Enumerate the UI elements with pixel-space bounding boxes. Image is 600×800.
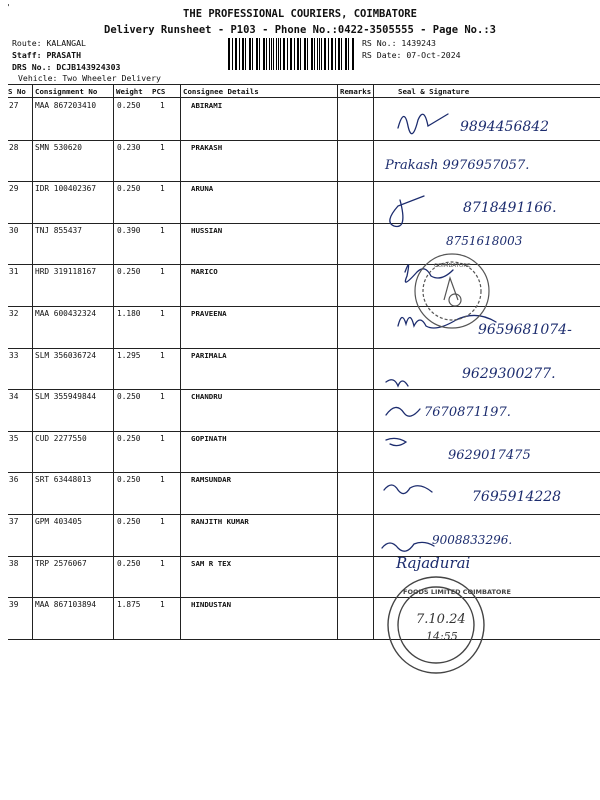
row-sno: 38 (9, 559, 19, 568)
route-label: Route: KALANGAL (12, 38, 86, 48)
runsheet-title: Delivery Runsheet - P103 - Phone No.:0422-3505555 - Page No.:3 (104, 24, 496, 36)
col-divider (113, 85, 114, 639)
row-consignee: PARIMALA (191, 351, 227, 360)
row-divider (8, 264, 600, 265)
row-weight: 0.250 (117, 475, 141, 484)
row-weight: 1.180 (117, 309, 141, 318)
row-weight: 0.250 (117, 392, 141, 401)
row-divider (8, 514, 600, 515)
row-pcs: 1 (160, 101, 165, 110)
col-divider (32, 85, 33, 639)
row-sno: 37 (9, 517, 19, 526)
row-weight: 0.250 (117, 184, 141, 193)
header-bottom-rule (8, 97, 600, 98)
row-sno: 30 (9, 226, 19, 235)
barcode-bar (317, 38, 318, 70)
dated-stamp-text: FOODS LIMITED COIMBATORE (403, 588, 511, 596)
row-sno: 29 (9, 184, 19, 193)
row-consignee: CHANDRU (191, 392, 223, 401)
barcode-bar (276, 38, 277, 70)
row-pcs: 1 (160, 392, 165, 401)
row-weight: 0.250 (117, 559, 141, 568)
row-consignment-no: SMN 530620 (35, 143, 82, 152)
signature-phone: 7695914228 (472, 489, 562, 505)
row-pcs: 1 (160, 267, 165, 276)
row-consignment-no: MAA 867203410 (35, 101, 97, 110)
rs-date: RS Date: 07-Oct-2024 (362, 50, 461, 60)
row-divider (8, 556, 600, 557)
table-top-rule (8, 84, 600, 85)
row-consignment-no: GPM 403405 (35, 517, 82, 526)
row-pcs: 1 (160, 226, 165, 235)
row-consignment-no: HRD 319118167 (35, 267, 97, 276)
row-sno: 31 (9, 267, 19, 276)
row-consignee: MARICO (191, 267, 218, 276)
dated-stamp-time: 14:55 (426, 630, 458, 643)
row-pcs: 1 (160, 600, 165, 609)
row-pcs: 1 (160, 184, 165, 193)
row-consignee: ABIRAMI (191, 101, 223, 110)
row-pcs: 1 (160, 434, 165, 443)
barcode-bar (252, 38, 253, 70)
row-weight: 0.250 (117, 517, 141, 526)
rs-number: RS No.: 1439243 (362, 38, 436, 48)
signature-phone: 8718491166. (463, 200, 557, 216)
dated-stamp-date: 7.10.24 (416, 612, 466, 627)
row-weight: 0.390 (117, 226, 141, 235)
row-pcs: 1 (160, 475, 165, 484)
signature-name: Rajadurai (396, 554, 471, 572)
row-sno: 35 (9, 434, 19, 443)
row-pcs: 1 (160, 559, 165, 568)
row-pcs: 1 (160, 351, 165, 360)
row-consignment-no: TRP 2576067 (35, 559, 87, 568)
signature-scribble (398, 114, 448, 134)
row-divider (8, 223, 600, 224)
row-divider (8, 348, 600, 349)
col-divider (337, 85, 338, 639)
signature-phone: 7670871197. (424, 405, 511, 420)
staff-label: Staff: PRASATH (12, 50, 82, 60)
barcode-bar (236, 38, 237, 70)
row-sno: 34 (9, 392, 19, 401)
signature-scribble (386, 438, 406, 445)
signature-scribble (382, 542, 434, 551)
row-consignee: SAM R TEX (191, 559, 232, 568)
row-consignee: RANJITH KUMAR (191, 517, 249, 526)
row-weight: 0.250 (117, 267, 141, 276)
row-divider (8, 431, 600, 432)
row-sno: 27 (9, 101, 19, 110)
signature-scribble (386, 380, 408, 386)
row-pcs: 1 (160, 517, 165, 526)
row-weight: 0.250 (117, 101, 141, 110)
row-consignee: HUSSIAN (191, 226, 223, 235)
row-sno: 36 (9, 475, 19, 484)
row-consignee: RAMSUNDAR (191, 475, 232, 484)
row-weight: 0.250 (117, 434, 141, 443)
barcode-bar (291, 38, 292, 70)
column-header-weight: Weight (116, 87, 143, 96)
row-pcs: 1 (160, 143, 165, 152)
row-consignment-no: MAA 600432324 (35, 309, 97, 318)
row-consignee: PRAKASH (191, 143, 223, 152)
row-consignee: ARUNA (191, 184, 214, 193)
signature-scribble (390, 196, 424, 226)
signature-phone: Prakash 9976957057. (385, 158, 530, 173)
row-consignment-no: IDR 100402367 (35, 184, 97, 193)
row-divider (8, 597, 600, 598)
row-weight: 0.230 (117, 143, 141, 152)
signature-phone: 8751618003 (446, 234, 523, 248)
row-divider (8, 140, 600, 141)
col-divider (180, 85, 181, 639)
barcode-image (228, 38, 355, 70)
corner-tick-mark: ' (6, 3, 11, 12)
row-divider (8, 472, 600, 473)
column-header-consignee: Consignee Details (183, 87, 259, 96)
signature-scribble (386, 407, 420, 416)
row-consignment-no: MAA 867103894 (35, 600, 97, 609)
row-consignment-no: SLM 356036724 (35, 351, 97, 360)
row-consignment-no: SLM 355949844 (35, 392, 97, 401)
company-title: THE PROFESSIONAL COURIERS, COIMBATORE (183, 8, 417, 20)
col-divider (373, 85, 374, 639)
row-sno: 33 (9, 351, 19, 360)
row-weight: 1.875 (117, 600, 141, 609)
row-consignment-no: CUD 2277550 (35, 434, 87, 443)
row-sno: 32 (9, 309, 19, 318)
signature-phone: 9629017475 (448, 448, 531, 463)
column-header-pcs: PCS (152, 87, 166, 96)
row-divider (8, 639, 600, 640)
signature-phone: 9659681074- (478, 322, 572, 338)
barcode-bar (338, 38, 339, 70)
row-pcs: 1 (160, 309, 165, 318)
signature-phone: 9008833296. (432, 533, 513, 547)
drs-number: DRS No.: DCJB143924303 (12, 62, 121, 72)
row-consignee: HINDUSTAN (191, 600, 232, 609)
row-sno: 28 (9, 143, 19, 152)
vehicle-label: Vehicle: Two Wheeler Delivery (18, 73, 161, 83)
row-consignment-no: SRT 63448013 (35, 475, 92, 484)
row-consignment-no: TNJ 855437 (35, 226, 82, 235)
signature-scribble (384, 485, 432, 494)
row-divider (8, 181, 600, 182)
row-divider (8, 389, 600, 390)
column-header-remarks: Remarks (340, 87, 372, 96)
row-consignee: PRAVEENA (191, 309, 227, 318)
row-weight: 1.295 (117, 351, 141, 360)
round-stamp-text: COIMBATORE (434, 263, 471, 269)
column-header-consignment: Consignment No (35, 87, 98, 96)
column-header-seal-signature: Seal & Signature (398, 87, 470, 96)
row-consignee: GOPINATH (191, 434, 227, 443)
row-sno: 39 (9, 600, 19, 609)
column-header-sno: S No (8, 87, 26, 96)
signature-phone: 9894456842 (460, 119, 550, 135)
signature-phone: 9629300277. (462, 366, 556, 382)
row-divider (8, 306, 600, 307)
